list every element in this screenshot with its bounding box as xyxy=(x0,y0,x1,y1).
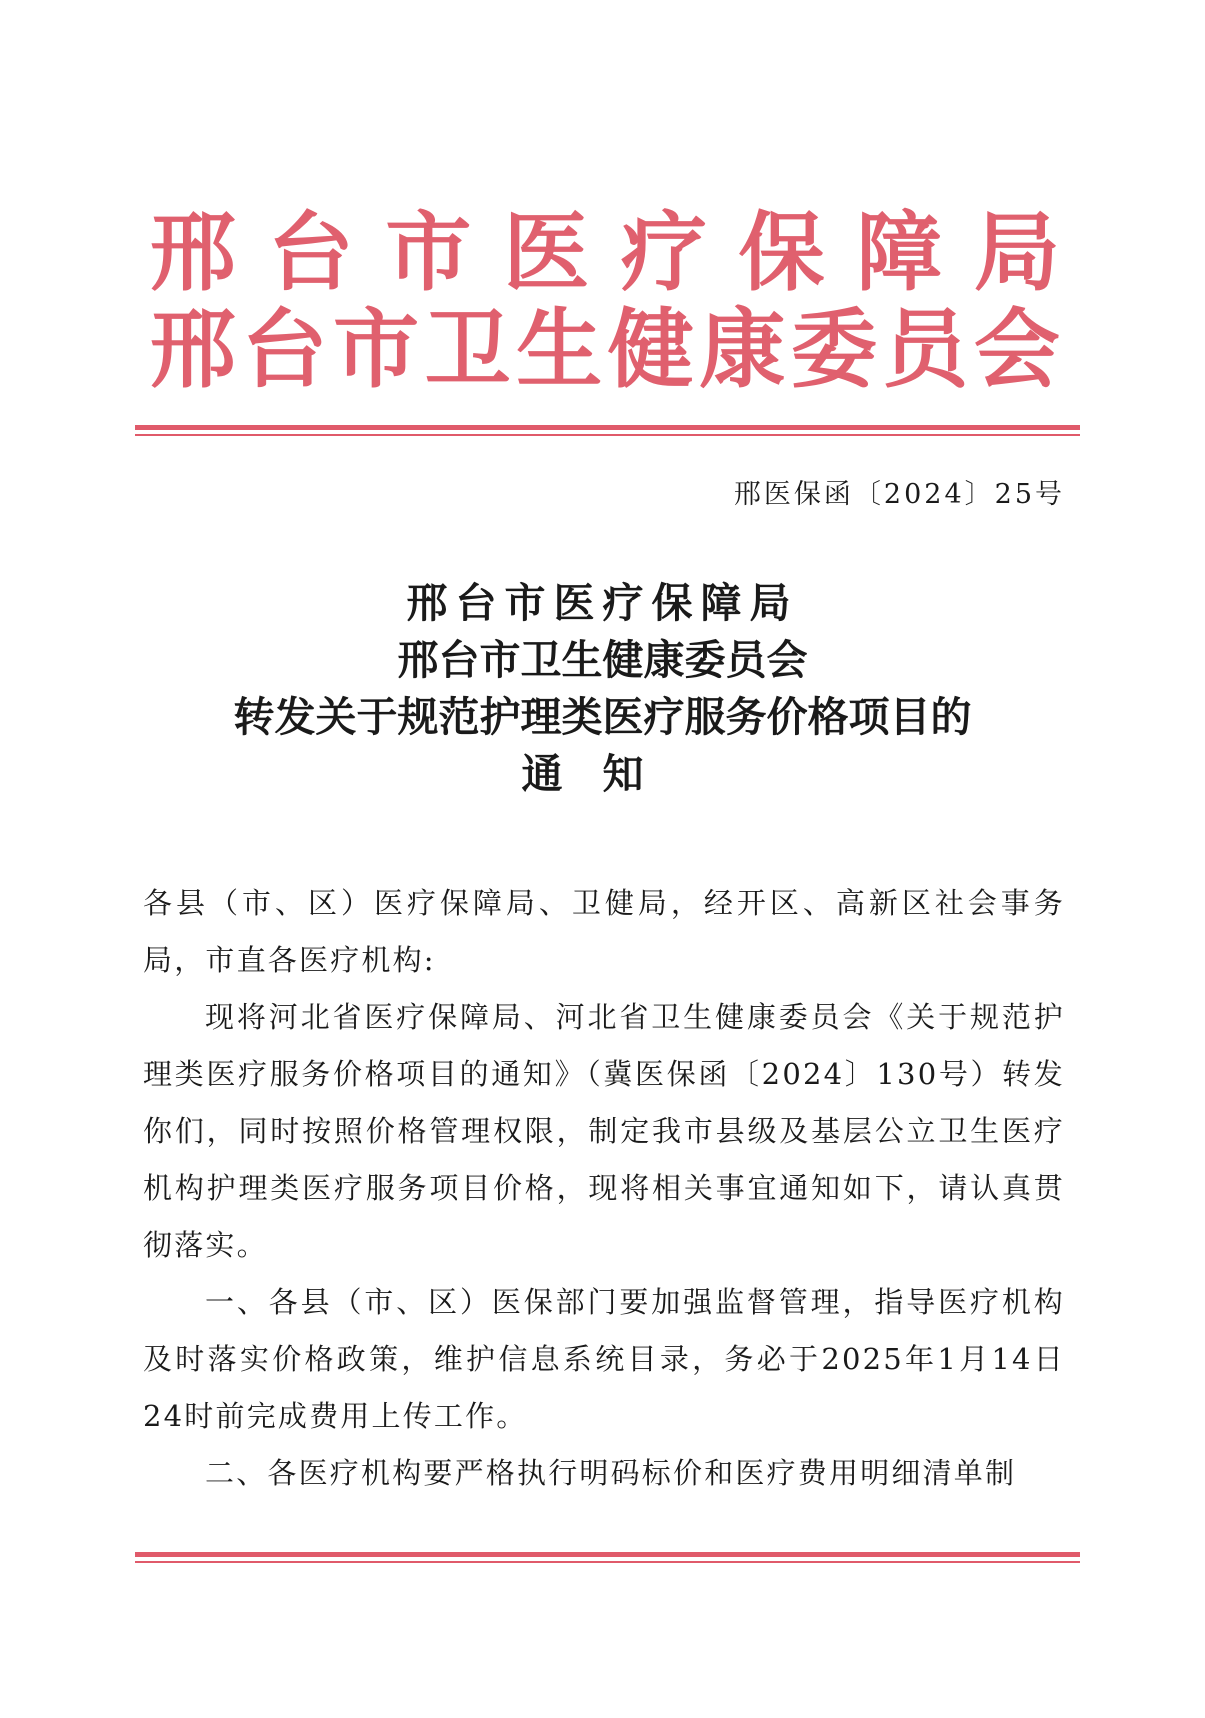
title-line-3: 转发关于规范护理类医疗服务价格项目的 xyxy=(233,693,972,741)
footer-divider xyxy=(135,1552,1080,1563)
header-char: 员 xyxy=(882,300,969,400)
header-char: 卫 xyxy=(424,300,511,400)
title-line-1: 邢台市医疗保障局 xyxy=(406,579,799,627)
document-body xyxy=(143,875,1065,1502)
divider-thin-line xyxy=(135,1561,1080,1563)
addressee: 各县（市、区）医疗保障局、卫健局，经开区、高新区社会事务局，市直各医疗机构: xyxy=(143,886,1065,977)
header-char: 医 xyxy=(503,203,590,303)
header-char: 台 xyxy=(267,203,354,303)
header-divider xyxy=(135,425,1080,436)
header-org-line-2 xyxy=(150,302,1060,398)
header-char: 生 xyxy=(516,300,603,400)
header-char: 台 xyxy=(241,300,328,400)
header-char: 保 xyxy=(738,203,825,303)
paragraph-2: 一、各县（市、区）医保部门要加强监督管理，指导医疗机构及时落实价格政策，维护信息系统目录，务必于2025年1月14日24时前完成费用上传工作。 xyxy=(143,1285,1065,1433)
header-char: 邢 xyxy=(150,300,236,400)
header-char: 疗 xyxy=(620,203,707,303)
header-char: 委 xyxy=(790,300,877,400)
header-char: 邢 xyxy=(150,203,236,303)
divider-thin-line xyxy=(135,434,1080,436)
header-char: 市 xyxy=(385,203,472,303)
header-char: 会 xyxy=(973,300,1060,400)
header-char: 障 xyxy=(856,203,943,303)
header-char: 局 xyxy=(973,203,1060,303)
header-char: 市 xyxy=(333,300,420,400)
title-line-4: 通知 xyxy=(521,750,684,798)
paragraph-3: 二、各医疗机构要严格执行明码标价和医疗费用明细清单制 xyxy=(205,1456,1017,1490)
document-title xyxy=(130,575,1075,803)
paragraph-1: 现将河北省医疗保障局、河北省卫生健康委员会《关于规范护理类医疗服务价格项目的通知》（冀医保函〔2024〕130号）转发你们，同时按照价格管理权限，制定我市县级及基层公立卫生医疗机构护理类医疗服务项目价格，现将相关事宜通知如下，请认真贯彻落实。 xyxy=(143,1000,1065,1262)
title-line-2: 邢台市卫生健康委员会 xyxy=(397,636,808,684)
header-char: 康 xyxy=(699,300,786,400)
document-number: 邢医保函〔2024〕25号 xyxy=(733,479,1065,510)
header-org-line-1 xyxy=(150,205,1060,301)
header-char: 健 xyxy=(607,300,694,400)
